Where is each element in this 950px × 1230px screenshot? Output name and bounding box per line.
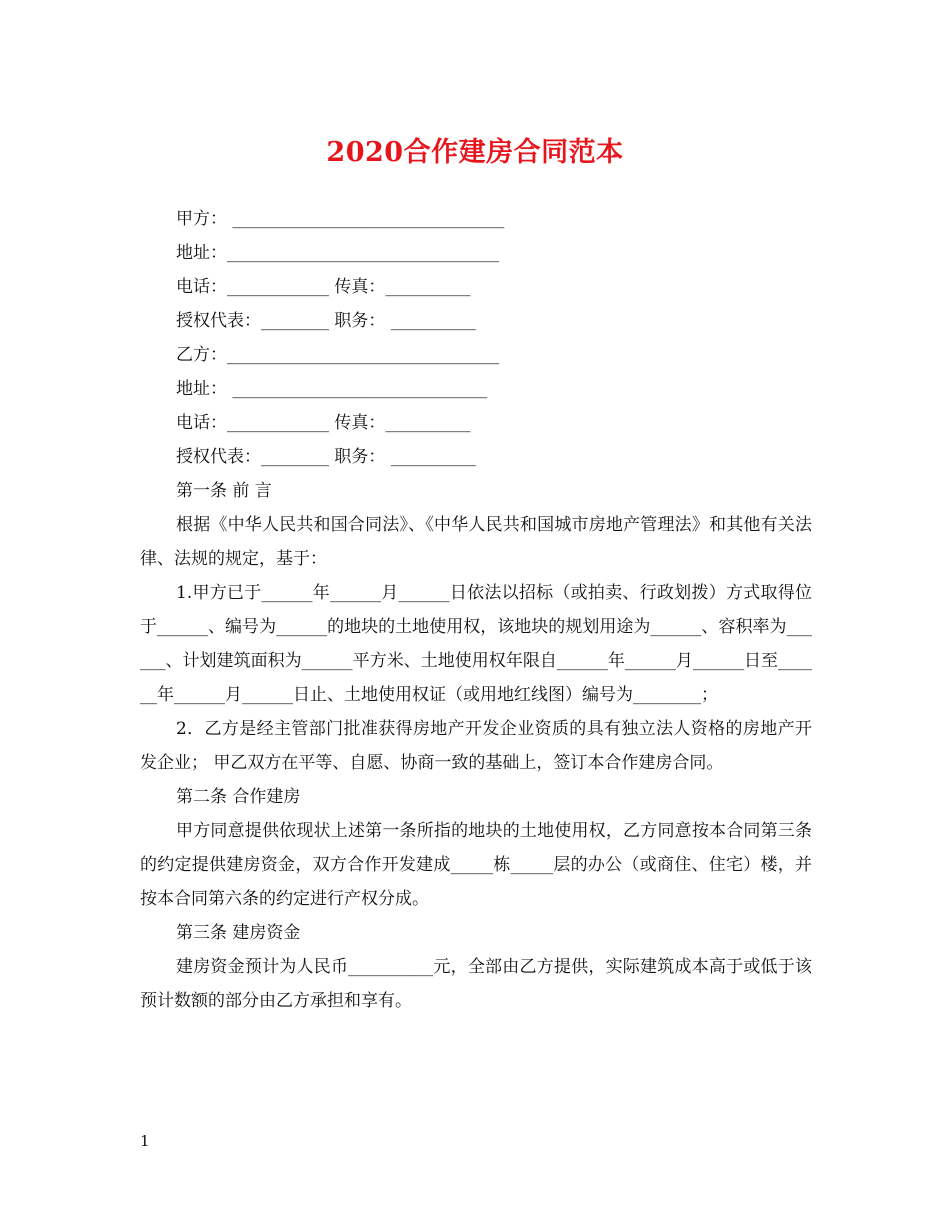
party-a-phone-fax-line: 电话：____________ 传真：__________ xyxy=(176,277,471,297)
party-a-name-line: 甲方： ________________________________ xyxy=(176,209,505,229)
article3-heading: 第三条 建房资金 xyxy=(176,923,301,943)
party-b-phone-fax-line: 电话：____________ 传真：__________ xyxy=(176,413,471,433)
article1-item2: 2．乙方是经主管部门批准获得房地产开发企业资质的具有独立法人资格的房地产开发企业； 甲乙双方在平等、自愿、协商一致的基础上，签订本合作建房合同。 xyxy=(140,719,812,773)
party-b-rep-line: 授权代表：________ 职务： __________ xyxy=(176,447,476,467)
document-title: 2020合作建房合同范本 xyxy=(326,137,624,168)
article1-item1: 1.甲方已于______年______月______日依法以招标（或拍卖、行政划拨）方式取得位于______、编号为______的地块的土地使用权，该地块的规划用途为______、容积率为______、计划建筑面积为______平方米、土地使用权年限自______年______月______日至______年______月______日止、土地使用权证（或用地红线图）编号为________； xyxy=(140,583,812,705)
article1-intro: 根据《中华人民共和国合同法》、《中华人民共和国城市房地产管理法》和其他有关法律、法规的规定，基于： xyxy=(140,515,812,569)
party-b-address-line: 地址： ______________________________ xyxy=(176,379,488,399)
party-a-address-line: 地址：________________________________ xyxy=(176,243,499,263)
article1-heading: 第一条 前 言 xyxy=(176,481,272,501)
page-number: 1 xyxy=(140,1132,150,1150)
party-a-rep-line: 授权代表：________ 职务： __________ xyxy=(176,311,476,331)
contract-body xyxy=(140,202,812,1018)
article2-text: 甲方同意提供依现状上述第一条所指的地块的土地使用权，乙方同意按本合同第三条的约定提供建房资金，双方合作开发建成_____栋_____层的办公（或商住、住宅）楼，并按本合同第六条的约定进行产权分成。 xyxy=(140,821,812,909)
article2-heading: 第二条 合作建房 xyxy=(176,787,301,807)
article3-text: 建房资金预计为人民币__________元，全部由乙方提供，实际建筑成本高于或低于该预计数额的部分由乙方承担和享有。 xyxy=(140,957,812,1011)
party-b-name-line: 乙方：________________________________ xyxy=(176,345,499,365)
